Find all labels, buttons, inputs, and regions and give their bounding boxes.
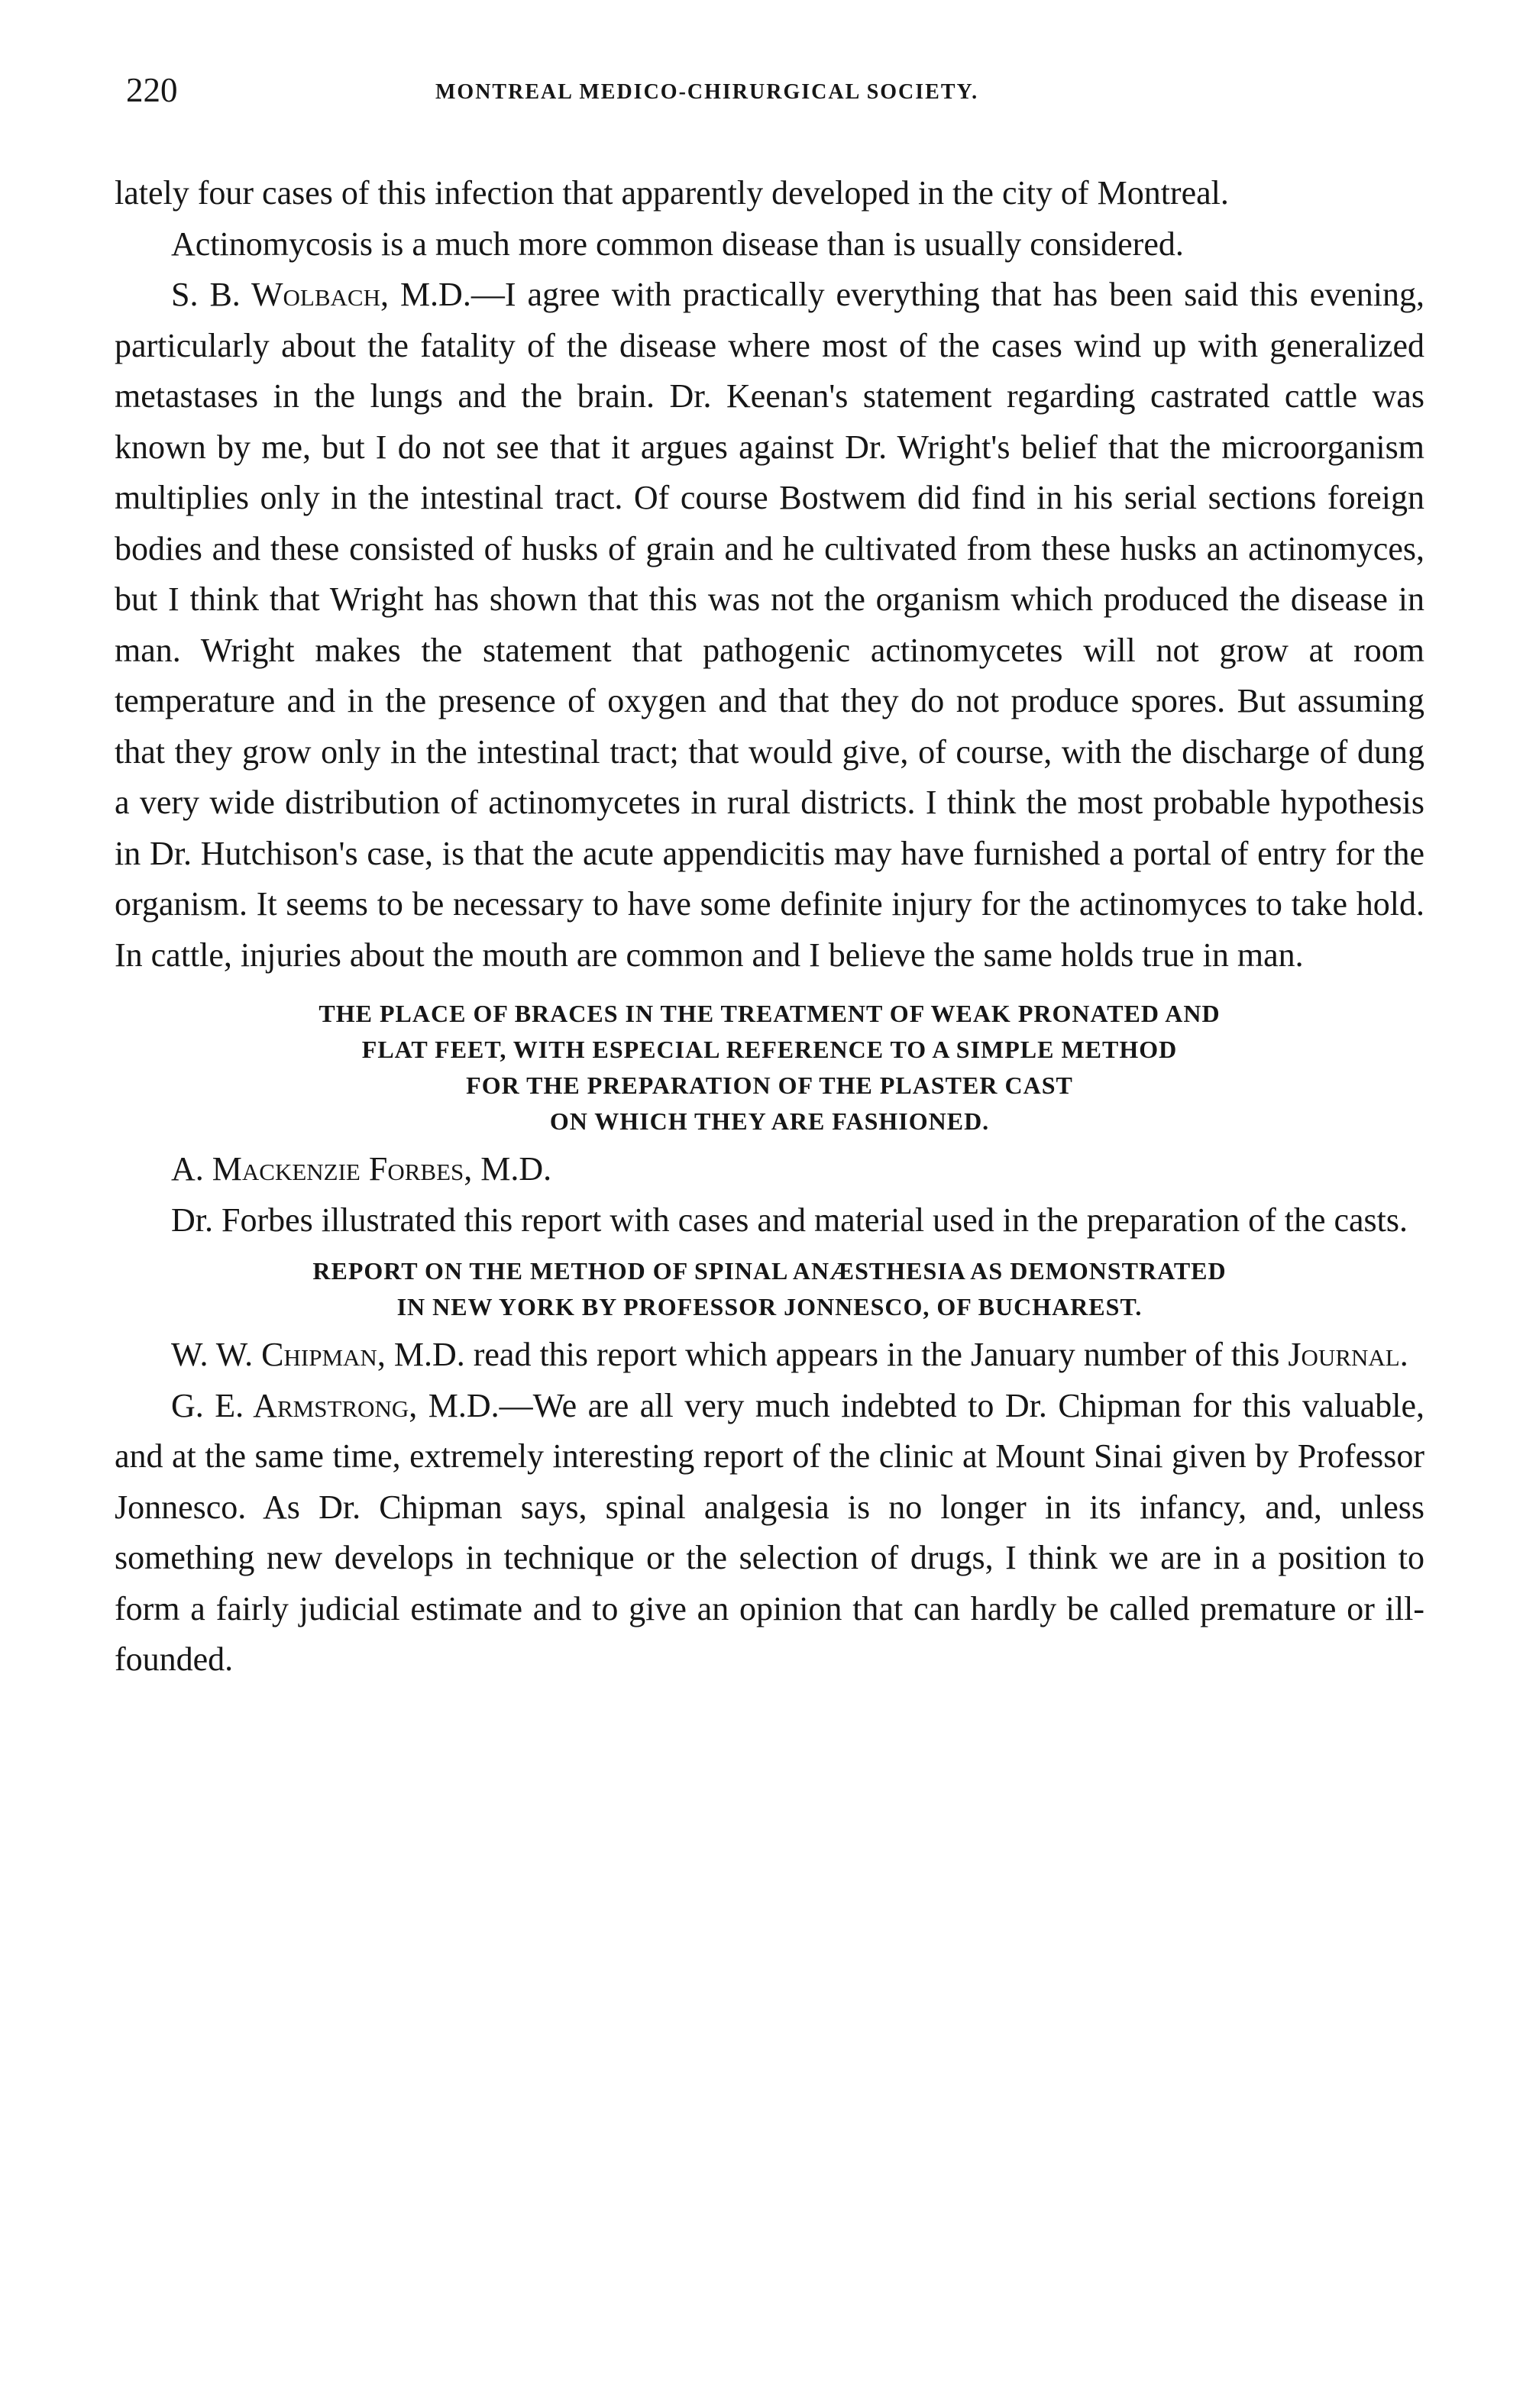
heading-line: IN NEW YORK BY PROFESSOR JONNESCO, OF BUCHAREST. [396,1293,1143,1320]
speaker-name: S. B. Wolbach, M.D. [171,276,471,313]
section-heading-spinal-anaesthesia [115,1253,1424,1325]
speaker-name: G. E. Armstrong, M.D. [171,1386,500,1424]
journal-reference: Journal [1288,1336,1400,1373]
paragraph-armstrong-discussion [115,1381,1424,1686]
paragraph-continuation: lately four cases of this infection that apparently developed in the city of Montreal. [115,174,1229,212]
heading-line: REPORT ON THE METHOD OF SPINAL ANÆSTHESIA AS DEMONSTRATED [312,1257,1227,1285]
heading-line: FOR THE PREPARATION OF THE PLASTER CAST [466,1071,1073,1099]
paragraph-wolbach-discussion [115,270,1424,981]
journal-title: MONTREAL MEDICO-CHIRURGICAL SOCIETY. [435,80,979,104]
paragraph-text-end: . [1399,1336,1408,1373]
section-heading-braces [115,996,1424,1139]
paragraph-forbes-report: Dr. Forbes illustrated this report with cases and material used in the preparation of the casts. [171,1201,1408,1239]
paragraph-text: read this report which appears in the January number of this [464,1336,1289,1373]
heading-line: THE PLACE OF BRACES IN THE TREATMENT OF WEAK PRONATED AND [319,1000,1221,1027]
author-byline: A. Mackenzie Forbes, M.D. [171,1150,552,1188]
paragraph-text: —We are all very much indebted to Dr. Chipman for this valuable, and at the same time, extremely interesting report of the clinic at Mount Sinai given by Professor Jonnesco. As Dr. Chipman says, spinal analgesia is no longer in its infancy, and, unless something new develops in technique or the selection of drugs, I think we are in a position to form a fairly judicial estimate and to give an opinion that can hardly be called premature or ill-founded. [115,1386,1424,1678]
page-number: 220 [126,71,178,109]
paragraph-actinomycosis-note: Actinomycosis is a much more common disease than is usually considered. [171,225,1184,263]
paragraph-chipman-report [115,1330,1424,1381]
paragraph-text: —I agree with practically everything that has been said this evening, particularly about the fatality of the disease where most of the cases wind up with generalized metastases in the lungs and the brain. Dr. Keenan's statement regarding castrated cattle was known by me, but I do not see that it argues against Dr. Wright's belief that the microorganism multiplies only in the intestinal tract. Of course Bostwem did find in his serial sections foreign bodies and these consisted of husks of grain and he cultivated from these husks an actinomyces, but I think that Wright has shown that this was not the organism which produced the disease in man. Wright makes the statement that pathogenic actinomycetes will not grow at room temperature and in the presence of oxygen and that they do not produce spores. But assuming that they grow only in the intestinal tract; that would give, of course, with the discharge of dung a very wide distribution of actinomycetes in rural districts. I think the most probable hypothesis in Dr. Hutchison's case, is that the acute appendicitis may have furnished a portal of entry for the organism. It seems to be necessary to have some definite injury for the actinomyces to take hold. In cattle, injuries about the mouth are common and I believe the same holds true in man. [115,276,1424,974]
heading-line: FLAT FEET, WITH ESPECIAL REFERENCE TO A SIMPLE METHOD [361,1036,1178,1063]
document-page [115,67,1424,2351]
running-head [115,67,1424,121]
heading-line: ON WHICH THEY ARE FASHIONED. [549,1107,990,1135]
speaker-name: W. W. Chipman, M.D. [171,1336,465,1373]
